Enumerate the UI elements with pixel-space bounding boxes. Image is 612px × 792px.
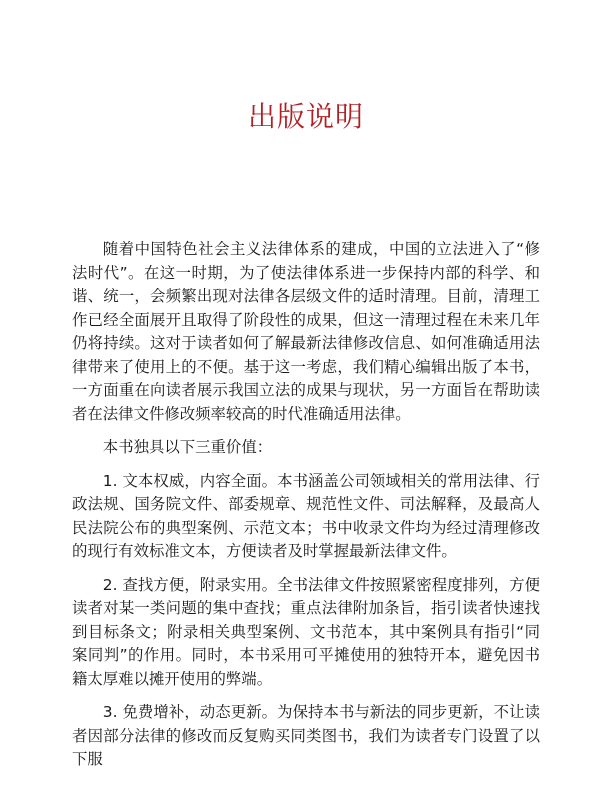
page-title: 出版说明: [247, 100, 364, 133]
intro-paragraph: 随着中国特色社会主义法律体系的建成，中国的立法进入了“修法时代”。在这一时期，为了使法律体系进一步保持内部的科学、和谐、统一，会频繁出现对法律各层级文件的适时清理。目前，清理工作已经全面展开且取得了阶段性的成果，但这一清理过程在未来几年仍将持续。这对于读者如何了解最新法律修改信息、如何准确适用法律带来了使用上的不便。基于这一考虑，我们精心编辑出版了本书，一方面重在向读者展示我国立法的成果与现状，另一方面旨在帮助读者在法律文件修改频率较高的时代准确适用法律。: [72, 240, 540, 423]
value-item-3-paragraph: 3. 免费增补，动态更新。为保持本书与新法的同步更新，不让读者因部分法律的修改而反复购买同类图书，我们为读者专门设置了以下服: [72, 703, 540, 768]
document-body: [72, 238, 540, 782]
values-intro-paragraph: 本书独具以下三重价值：: [102, 438, 273, 456]
value-item-2-paragraph: 2. 查找方便，附录实用。全书法律文件按照紧密程度排列，方便读者对某一类问题的集中查找；重点法律附加条旨，指引读者快速找到目标条文；附录相关典型案例、文书范本，其中案例具有指引“同案同判”的作用。同时，本书采用可平摊使用的独特开本，避免因书籍太厚难以摊开使用的弊端。: [72, 575, 540, 688]
value-item-1-paragraph: 1. 文本权威，内容全面。本书涵盖公司领域相关的常用法律、行政法规、国务院文件、部委规章、规范性文件、司法解释，及最高人民法院公布的典型案例、示范文本；书中收录文件均为经过清理修改的现行有效标准文本，方便读者及时掌握最新法律文件。: [72, 471, 540, 560]
